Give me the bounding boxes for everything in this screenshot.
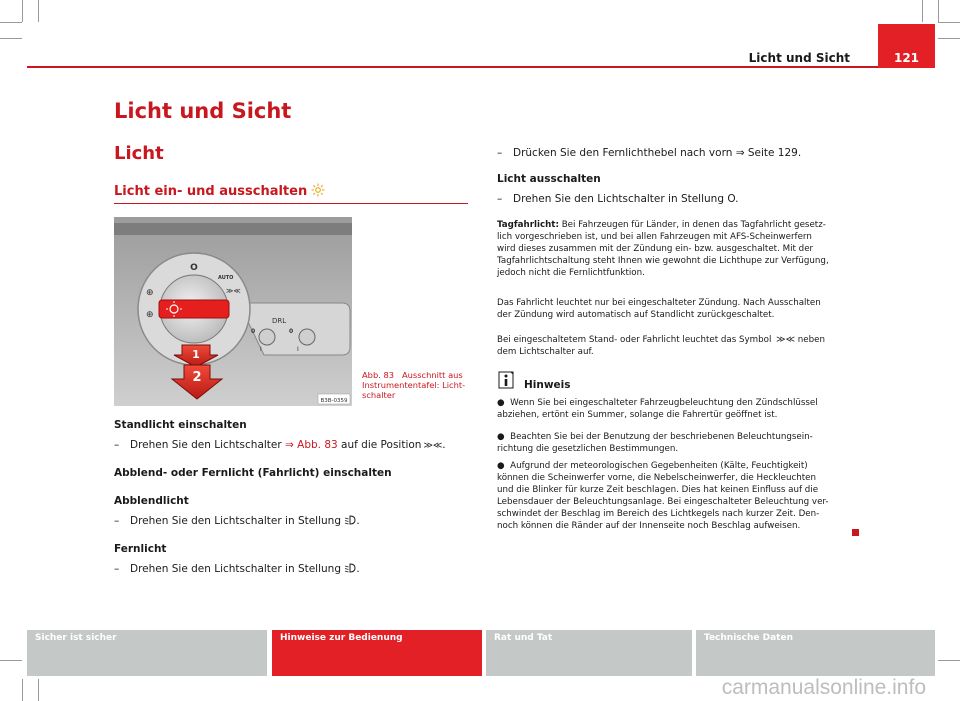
crop-mark bbox=[938, 660, 960, 661]
aus-heading: Licht ausschalten bbox=[497, 173, 601, 185]
hinweis-bullet-2: ● Beachten Sie bei der Benutzung der beschriebenen Beleuchtungsein- richtung die gesetzlichen Bestimmungen. bbox=[497, 432, 813, 454]
crop-mark bbox=[938, 38, 960, 39]
header-section-title: Licht und Sicht bbox=[748, 51, 850, 65]
parking-light-icon: ≫≪ bbox=[776, 335, 795, 345]
subsection-title: Licht ein- und ausschalten bbox=[114, 183, 325, 199]
figure-code: B3B-0359 bbox=[320, 398, 348, 404]
crop-mark bbox=[922, 0, 923, 22]
figure-link[interactable]: ⇒ Abb. 83 bbox=[285, 439, 338, 451]
list-dash: – bbox=[497, 193, 503, 205]
abblend-step: Drehen Sie den Lichtschalter in Stellung . bbox=[130, 515, 360, 527]
fern-step-2: Drücken Sie den Fernlichthebel nach vorn ⇒ Seite 129. bbox=[513, 147, 802, 159]
section-end-marker bbox=[852, 529, 859, 536]
crop-mark bbox=[938, 0, 939, 22]
list-dash: – bbox=[114, 439, 120, 451]
page-number-box bbox=[878, 24, 935, 68]
switch-label-off: O bbox=[190, 263, 198, 273]
low-beam-icon bbox=[344, 515, 356, 525]
crop-mark bbox=[0, 22, 22, 23]
aus-step: Drehen Sie den Lichtschalter in Stellung O. bbox=[513, 193, 739, 205]
hinweis-bullet-1: ● Wenn Sie bei eingeschalteter Fahrzeugbeleuchtung den Zündschlüssel abziehen, ertönt ein Summer, solange die Fahrertür geöffnet ist. bbox=[497, 398, 818, 420]
light-switch-illustration bbox=[114, 217, 352, 406]
abblend-heading: Abblendlicht bbox=[114, 495, 189, 507]
dial-a-zero: 0 bbox=[251, 328, 256, 335]
info-note-icon bbox=[497, 371, 515, 389]
abblend-fern-heading: Abblend- oder Fernlicht (Fahrlicht) einschalten bbox=[114, 467, 392, 479]
footer-tab-bedienung[interactable]: Hinweise zur Bedienung bbox=[272, 630, 482, 676]
parking-symbol: ≫≪ bbox=[226, 287, 241, 295]
figure-ref: Abb. 83 bbox=[362, 370, 395, 380]
crop-mark bbox=[22, 679, 23, 701]
list-dash: – bbox=[114, 563, 120, 575]
fog-front-symbol: ⊕ bbox=[146, 288, 154, 298]
dial-b-zero: 0 bbox=[289, 328, 294, 335]
parking-light-icon: ≫≪ bbox=[423, 441, 443, 451]
light-sun-icon bbox=[311, 183, 325, 197]
standlicht-heading: Standlicht einschalten bbox=[114, 419, 247, 431]
drl-label: DRL bbox=[272, 317, 287, 325]
footer-tab-sicher[interactable]: Sicher ist sicher bbox=[27, 630, 267, 676]
footer-tab-rat[interactable]: Rat und Tat bbox=[486, 630, 692, 676]
bullet-icon: ● bbox=[497, 432, 505, 442]
fog-rear-symbol: ⊕ bbox=[146, 310, 154, 320]
symbol-paragraph: Bei eingeschaltetem Stand- oder Fahrlicht leuchtet das Symbol ≫≪ neben dem Lichtschalter auf. bbox=[497, 335, 825, 357]
footer-tab-technische[interactable]: Technische Daten bbox=[696, 630, 935, 676]
watermark: carmanualsonline.info bbox=[721, 676, 926, 699]
hinweis-bullet-3: ● Aufgrund der meteorologischen Gegebenheiten (Kälte, Feuchtigkeit) können die Scheinwerfer vorne, die Nebelscheinwerfer, die Heckleuchten und die Blinker für kurze Zeit beschlagen. Dies hat keinen Einfluss auf die Lebensdauer der Beleuchtungsanlage. Bei eingeschalteter Beleuchtung ver- schwindet der Beschlag im Bereich des Lichtkegels nach kurzer Zeit. Den- noch können die Ränder auf der Innenseite noch Beschlag aufweisen. bbox=[497, 461, 829, 531]
arrow-label-1: 1 bbox=[192, 348, 200, 361]
arrow-label-2: 2 bbox=[192, 370, 202, 385]
crop-mark bbox=[938, 22, 960, 23]
crop-mark bbox=[38, 679, 39, 701]
light-switch-figure bbox=[114, 217, 352, 406]
subsection-rule bbox=[114, 203, 468, 204]
bullet-icon: ● bbox=[497, 398, 505, 408]
section-title: Licht bbox=[114, 143, 164, 164]
page-number: 121 bbox=[893, 51, 920, 65]
fern-heading: Fernlicht bbox=[114, 543, 167, 555]
fahrlicht-paragraph: Das Fahrlicht leuchtet nur bei eingeschalteter Zündung. Nach Ausschalten der Zündung wird automatisch auf Standlicht zurückgeschaltet. bbox=[497, 298, 821, 320]
bullet-icon: ● bbox=[497, 461, 505, 471]
header-rule bbox=[27, 66, 935, 68]
switch-label-auto: AUTO bbox=[218, 275, 234, 281]
list-dash: – bbox=[497, 147, 503, 159]
low-beam-icon bbox=[344, 563, 356, 573]
dial-a-one: I bbox=[260, 346, 262, 353]
crop-mark bbox=[0, 38, 22, 39]
crop-mark bbox=[22, 0, 23, 22]
list-dash: – bbox=[114, 515, 120, 527]
figure-caption: Abb. 83 Ausschnitt aus Instrumententafel: Licht-schalter bbox=[362, 370, 466, 400]
fern-step: Drehen Sie den Lichtschalter in Stellung . bbox=[130, 563, 360, 575]
standlicht-step: Drehen Sie den Lichtschalter ⇒ Abb. 83 auf die Position ≫≪. bbox=[130, 439, 446, 451]
tagfahrlicht-paragraph: Tagfahrlicht: Bei Fahrzeugen für Länder, in denen das Tagfahrlicht gesetz- lich vorgeschrieben ist, und bei allen Fahrzeugen mit AFS-Scheinwerfern wird dieses zusammen mit der Zündung ein- bzw. ausgeschaltet. Mit der Tagfahrlichtschaltung steht Ihnen wie gewohnt die Lichthupe zur Verfügung, jedoch nicht die Fernlichtfunktion. bbox=[497, 220, 829, 278]
crop-mark bbox=[38, 0, 39, 22]
hinweis-heading: Hinweis bbox=[524, 379, 571, 391]
crop-mark bbox=[0, 660, 22, 661]
dial-b-one: I bbox=[297, 346, 299, 353]
chapter-title: Licht und Sicht bbox=[114, 99, 292, 123]
